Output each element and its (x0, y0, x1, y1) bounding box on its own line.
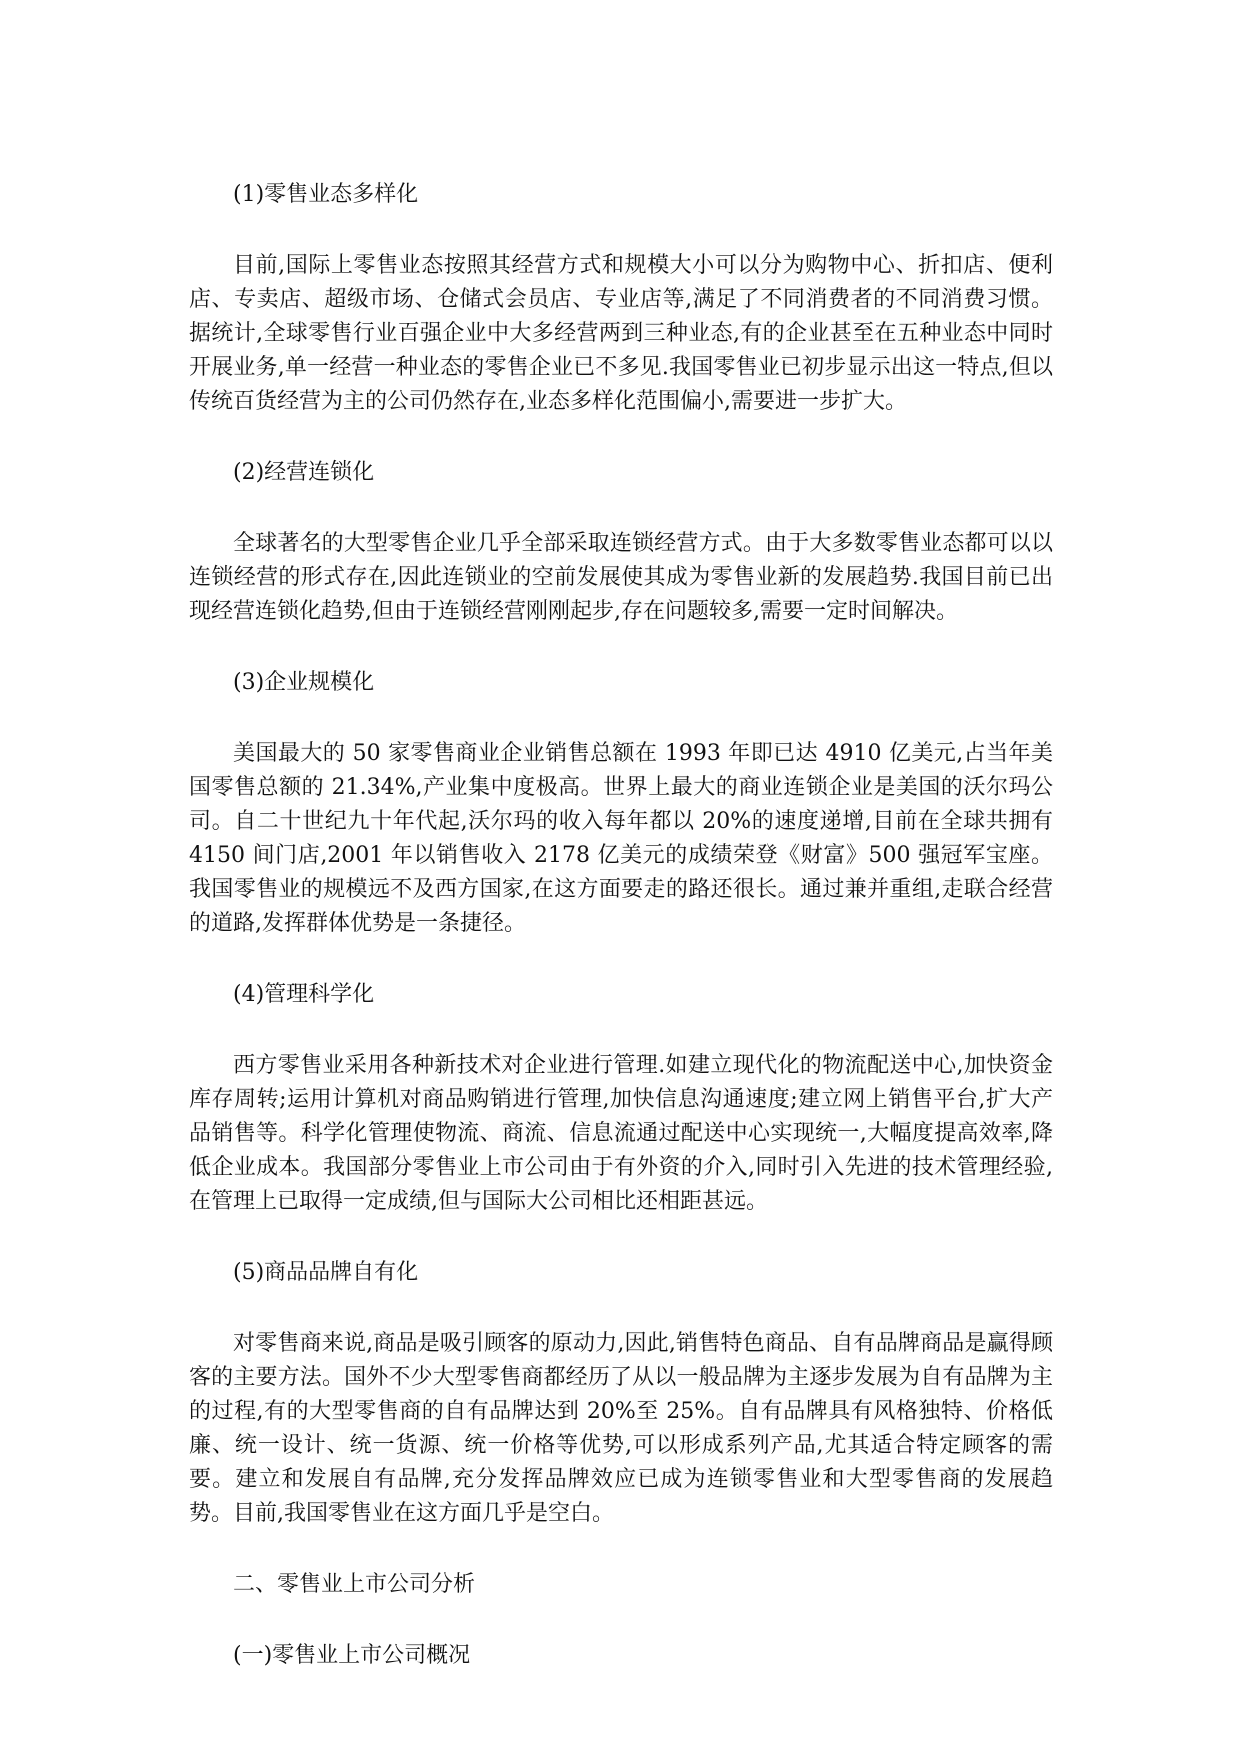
paragraph-5: 对零售商来说,商品是吸引顾客的原动力,因此,销售特色商品、自有品牌商品是赢得顾客的主要方法。国外不少大型零售商都经历了从以一般品牌为主逐步发展为自有品牌为主的过程,有的大型零售商的自有品牌达到 20%至 25%。自有品牌具有风格独特、价格低廉、统一设计、统一货源、统一价格等优势,可以形成系列产品,尤其适合特定顾客的需要。建立和发展自有品牌,充分发挥品牌效应已成为连锁零售业和大型零售商的发展趋势。目前,我国零售业在这方面几乎是空白。 (189, 1331, 1053, 1526)
paragraph-1: 目前,国际上零售业态按照其经营方式和规模大小可以分为购物中心、折扣店、便利店、专卖店、超级市场、仓储式会员店、专业店等,满足了不同消费者的不同消费习惯。据统计,全球零售行业百强企业中大多经营两到三种业态,有的企业甚至在五种业态中同时开展业务,单一经营一种业态的零售企业已不多见.我国零售业已初步显示出这一特点,但以传统百货经营为主的公司仍然存在,业态多样化范围偏小,需要进一步扩大。 (189, 253, 1053, 414)
section-heading-3: (3)企业规模化 (233, 670, 375, 695)
paragraph-4: 西方零售业采用各种新技术对企业进行管理.如建立现代化的物流配送中心,加快资金库存周转;运用计算机对商品购销进行管理,加快信息沟通速度;建立网上销售平台,扩大产品销售等。科学化管理使物流、商流、信息流通过配送中心实现统一,大幅度提高效率,降低企业成本。我国部分零售业上市公司由于有外资的介入,同时引入先进的技术管理经验,在管理上已取得一定成绩,但与国际大公司相比还相距甚远。 (189, 1053, 1053, 1214)
paragraph-2: 全球著名的大型零售企业几乎全部采取连锁经营方式。由于大多数零售业态都可以以连锁经营的形式存在,因此连锁业的空前发展使其成为零售业新的发展趋势.我国目前已出现经营连锁化趋势,但由于连锁经营刚刚起步,存在问题较多,需要一定时间解决。 (189, 531, 1053, 624)
section-heading-1: (1)零售业态多样化 (233, 182, 419, 207)
document-body (189, 178, 1053, 1710)
chapter-heading: 二、零售业上市公司分析 (233, 1572, 476, 1597)
section-heading-2: (2)经营连锁化 (233, 460, 375, 485)
section-heading-5: (5)商品品牌自有化 (233, 1260, 419, 1285)
section-heading-4: (4)管理科学化 (233, 982, 375, 1007)
paragraph-3: 美国最大的 50 家零售商业企业销售总额在 1993 年即已达 4910 亿美元,占当年美国零售总额的 21.34%,产业集中度极高。世界上最大的商业连锁企业是美国的沃尔玛公司。自二十世纪九十年代起,沃尔玛的收入每年都以 20%的速度递增,目前在全球共拥有 4150 间门店,2001 年以销售收入 2178 亿美元的成绩荣登《财富》500 强冠军宝座。我国零售业的规模远不及西方国家,在这方面要走的路还很长。通过兼并重组,走联合经营的道路,发挥群体优势是一条捷径。 (189, 741, 1053, 936)
subchapter-heading: (一)零售业上市公司概况 (233, 1643, 471, 1668)
